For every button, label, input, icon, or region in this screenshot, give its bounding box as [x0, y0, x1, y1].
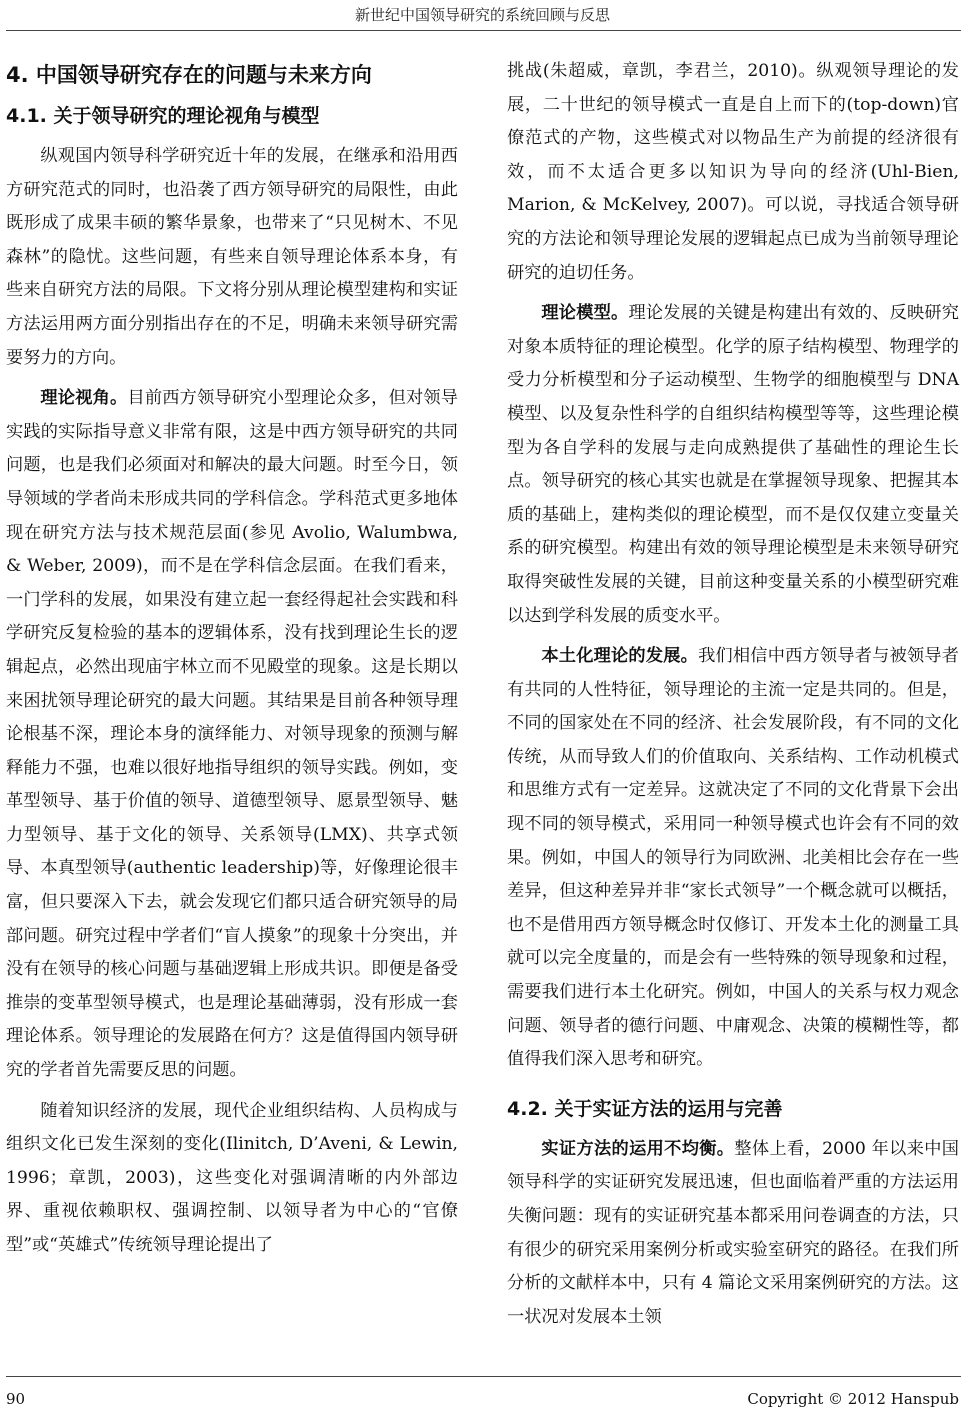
subsection-heading-4-2: 4.2. 关于实证方法的运用与完善 [507, 1097, 783, 1120]
paragraph-empirical-methods [507, 1133, 959, 1335]
paragraph-body: 整体上看，2000 年以来中国领导科学的实证研究发展迅速，但也面临着严重的方法运用失衡问题：现有的实证研究基本都采用问卷调查的方法，只有很少的研究采用案例分析或实验室研究的路径。在我们所分析的文献样本中，只有 4 篇论文采用案例研究的方法。这一状况对发展本土领 [507, 1138, 959, 1327]
paragraph-knowledge-economy: 随着知识经济的发展，现代企业组织结构、人员构成与组织文化已发生深刻的变化(Ilinitch, D’Aveni, & Lewin, 1996；章凯，2003)，这些变化对强调清晰的内外部边界、重视依赖职权、强调控制、以领导者为中心的“官僚型”或“英雄式”传统领导理论提出了 [6, 1100, 458, 1255]
paragraph-intro: 纵观国内领导科学研究近十年的发展，在继承和沿用西方研究范式的同时，也沿袭了西方领导研究的局限性，由此既形成了成果丰硕的繁华景象，也带来了“只见树木、不见森林”的隐忧。这些问题，有些来自领导理论体系本身，有些来自研究方法的局限。下文将分别从理论模型建构和实证方法运用两方面分别指出存在的不足，明确未来领导研究需要努力的方向。 [6, 146, 458, 368]
page-number: 90 [6, 1390, 26, 1408]
paragraph-body: 理论发展的关键是构建出有效的、反映研究对象本质特征的理论模型。化学的原子结构模型、物理学的受力分析模型和分子运动模型、生物学的细胞模型与 DNA 模型、以及复杂性科学的自组织结构模型等等，这些理论模型为各自学科的发展与走向成熟提供了基础性的理论生长点。领导研究的核心其实也就是在掌握领导现象、把握其本质的基础上，建构类似的理论模型，而不是仅仅建立变量关系的研究模型。构建出有效的领导理论模型是未来领导研究取得突破性发展的关键，目前这种变量关系的小模型研究难以达到学科发展的质变水平。 [507, 303, 959, 626]
paragraph-body: 目前西方领导研究小型理论众多，但对领导实践的实际指导意义非常有限，这是中西方领导研究的共同问题，也是我们必须面对和解决的最大问题。时至今日，领导领域的学者尚未形成共同的学科信念。学科范式更多地体现在研究方法与技术规范层面(参见 Avolio, Walumbwa, & Weber, 2009)，而不是在学科信念层面。在我们看来，一门学科的发展，如果没有建立起一套经得起社会实践和科学研究反复检验的基本的逻辑体系，没有找到理论生长的逻辑起点，必然出现庙宇林立而不见殿堂的现象。这是长期以来困扰领导理论研究的最大问题。其结果是目前各种领导理论根基不深，理论本身的演绎能力、对领导现象的预测与解释能力不强，也难以很好地指导组织的领导实践。例如，变革型领导、基于价值的领导、道德型领导、愿景型领导、魅力型领导、基于文化的领导、关系领导(LMX)、共享式领导、本真型领导(authentic leadership)等，好像理论很丰富，但只要深入下去，就会发现它们都只适合研究领导的局部问题。研究过程中学者们“盲人摸象”的现象十分突出，并没有在领导的核心问题与基础逻辑上形成共识。即便是备受推崇的变革型领导模式，也是理论基础薄弱，没有形成一套理论体系。领导理论的发展路在何方？这是值得国内领导研究的学者首先需要反思的问题。 [6, 388, 458, 1081]
paragraph-lead: 本土化理论的发展。 [541, 646, 699, 667]
paragraph-lead: 理论视角。 [40, 388, 128, 409]
footer-rule [6, 1376, 961, 1377]
paragraph-lead: 理论模型。 [541, 303, 629, 324]
header-rule [6, 30, 961, 31]
subsection-heading-4-1: 4.1. 关于领导研究的理论视角与模型 [6, 105, 320, 127]
paragraph-theory-model [507, 297, 959, 633]
copyright-notice: Copyright © 2012 Hanspub [747, 1390, 959, 1408]
running-header: 新世纪中国领导研究的系统回顾与反思 [354, 6, 610, 24]
paragraph-continued: 挑战(朱超威，章凯，李君兰，2010)。纵观领导理论的发展，二十世纪的领导模式一直是自上而下的(top-down)官僚范式的产物，这些模式对以物品生产为前提的经济很有效，而不太适合更多以知识为导向的经济(Uhl-Bien, Marion, & McKelvey, 2007)。可以说，寻找适合领导研究的方法论和领导理论发展的逻辑起点已成为当前领导理论研究的迫切任务。 [507, 61, 959, 283]
paragraph-localization [507, 640, 959, 1077]
paragraph-theory-perspective [6, 382, 458, 1087]
paragraph-lead: 实证方法的运用不均衡。 [541, 1138, 735, 1159]
section-heading: 4. 中国领导研究存在的问题与未来方向 [6, 63, 372, 87]
right-column [507, 55, 959, 1341]
left-column [6, 55, 458, 1270]
paragraph-body: 我们相信中西方领导者与被领导者有共同的人性特征，领导理论的主流一定是共同的。但是，不同的国家处在不同的经济、社会发展阶段，有不同的文化传统，从而导致人们的价值取向、关系结构、工作动机模式和思维方式有一定差异。这就决定了不同的文化背景下会出现不同的领导模式，采用同一种领导模式也许会有不同的效果。例如，中国人的领导行为同欧洲、北美相比会存在一些差异，但这种差异并非“家长式领导”一个概念就可以概括，也不是借用西方领导概念时仅修订、开发本土化的测量工具就可以完全度量的，而是会有一些特殊的领导现象和过程，需要我们进行本土化研究。例如，中国人的关系与权力观念问题、领导者的德行问题、中庸观念、决策的模糊性等，都值得我们深入思考和研究。 [507, 646, 959, 1070]
